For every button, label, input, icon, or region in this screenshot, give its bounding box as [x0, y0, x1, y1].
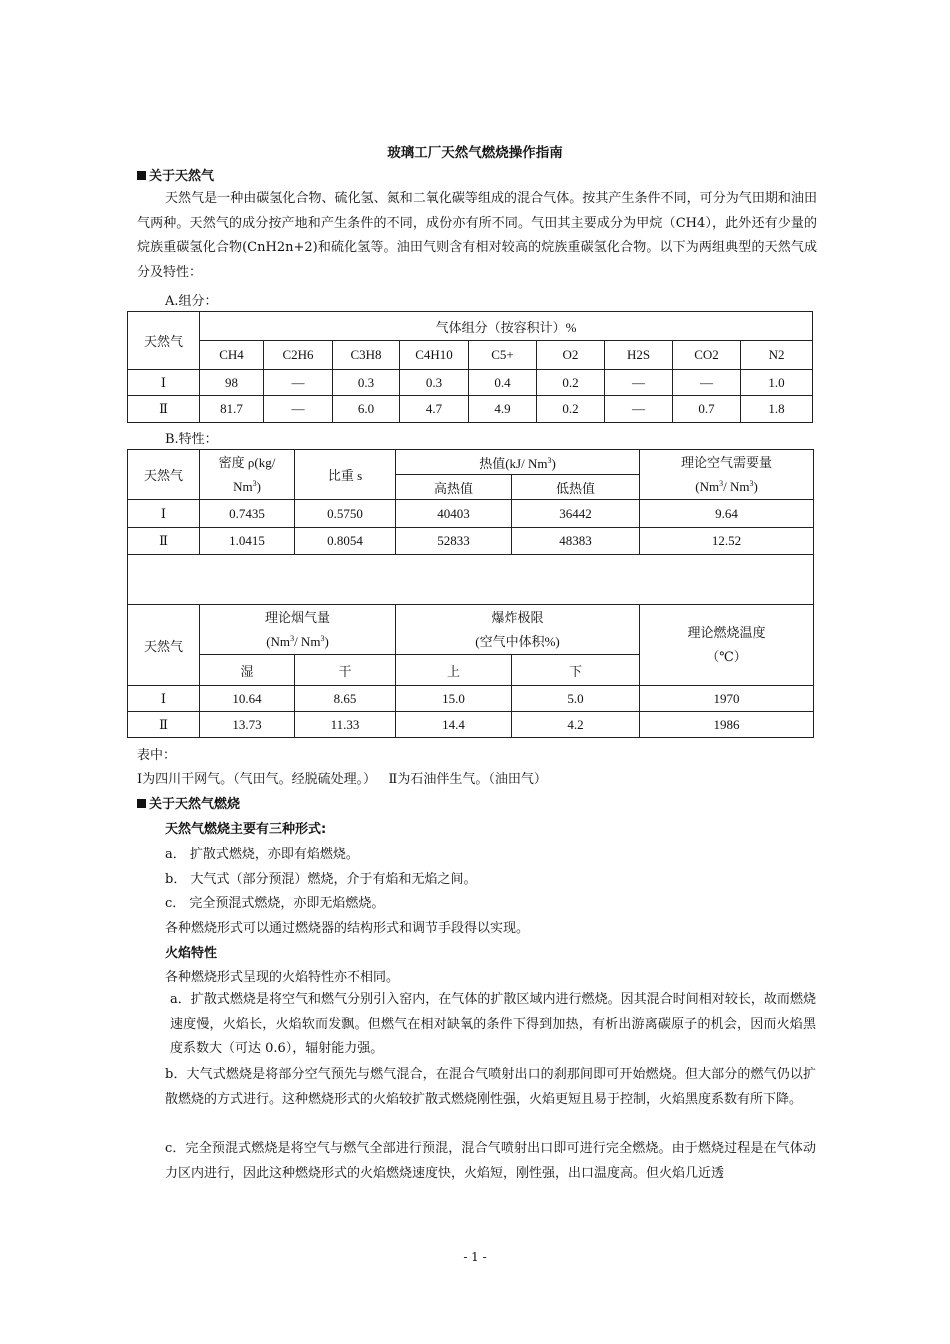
flame-paragraph-b: b．大气式燃烧是将部分空气预先与燃气混合，在混合气喷射出口的刹那间即可开始燃烧。但大部分的燃气仍以扩散燃烧的方式进行。这种燃烧形式的火焰较扩散式燃烧刚性强，火焰更短且易于控制，火焰黑度系数有所下降。: [165, 1067, 816, 1107]
row-label: Ⅰ: [128, 500, 200, 528]
heat-value-header: 热值(kJ/ Nm$^3$): [396, 450, 640, 475]
table-note: 表中：: [137, 748, 177, 763]
table-cell: 1.0415: [200, 528, 295, 555]
dry-header: 干: [295, 655, 396, 686]
table-cell: 11.33: [295, 712, 396, 738]
row-label: Ⅰ: [128, 370, 200, 396]
table-cell: 52833: [396, 528, 512, 555]
table-cell: 1.0: [741, 370, 813, 396]
square-bullet-icon: [137, 171, 146, 180]
table-cell: 1986: [640, 712, 814, 738]
table-row-header: 天然气: [128, 605, 200, 686]
table-cell: 36442: [512, 500, 640, 528]
table-row: [128, 370, 813, 396]
column-header: H2S: [605, 341, 673, 370]
table-cell: 40403: [396, 500, 512, 528]
table-cell: 0.3: [333, 370, 400, 396]
combustion-summary: 各种燃烧形式可以通过燃烧器的结构形式和调节手段得以实现。: [165, 921, 530, 936]
low-heat-header: 低热值: [512, 475, 640, 500]
intro-paragraph: 天然气是一种由碳氢化合物、硫化氢、氮和二氧化碳等组成的混合气体。按其产生条件不同，可分为气田期和油田气两种。天然气的成分按产地和产生条件的不同，成份亦有所不同。气田其主要成分为甲烷（CH4），此外还有少量的烷族重碳氢化合物(CnH2n+2)和硫化氢等。油田气则含有相对较高的烷族重碳氢化合物。以下为两组典型的天然气成分及特性：: [137, 191, 817, 280]
page-title: 玻璃工厂天然气燃烧操作指南: [387, 145, 563, 161]
empty-spacer-row: [128, 555, 814, 605]
table-cell: 0.8054: [295, 528, 396, 555]
theoretical-air-header: 理论空气需要量 (Nm$^3$/ Nm$^3$): [640, 450, 814, 500]
high-heat-header: 高热值: [396, 475, 512, 500]
table-row: [128, 500, 814, 528]
table-cell: 4.2: [512, 712, 640, 738]
flame-intro: 各种燃烧形式呈现的火焰特性亦不相同。: [165, 970, 400, 985]
table-cell: —: [673, 370, 741, 396]
row-label: Ⅱ: [128, 396, 200, 423]
column-header: CO2: [673, 341, 741, 370]
density-header: 密度 ρ(kg/ Nm$^3$): [200, 450, 295, 500]
table-row-header: 天然气: [128, 450, 200, 500]
table-cell: 9.64: [640, 500, 814, 528]
list-item: c． 完全预混式燃烧，亦即无焰燃烧。: [165, 896, 385, 911]
flame-paragraph-c: c．完全预混式燃烧是将空气与燃气全部进行预混，混合气喷射出口即可进行完全燃烧。由于燃烧过程是在气体动力区内进行，因此这种燃烧形式的火焰燃烧速度快，火焰短，刚性强，出口温度高。但火焰几近透: [165, 1141, 816, 1181]
specific-gravity-header: 比重 s: [295, 450, 396, 500]
table-group-header: 气体组分（按容积计）%: [200, 312, 813, 341]
table-cell: 10.64: [200, 686, 295, 712]
table-cell: 4.7: [400, 396, 469, 423]
table-cell: 1970: [640, 686, 814, 712]
table-cell: 4.9: [469, 396, 537, 423]
table-row: [128, 686, 814, 712]
explosion-limit-header: 爆炸极限 (空气中体积%): [396, 605, 640, 655]
combustion-forms-heading: 天然气燃烧主要有三种形式:: [165, 822, 327, 837]
table-cell: 14.4: [396, 712, 512, 738]
flue-gas-header: 理论烟气量 (Nm$^3$/ Nm$^3$): [200, 605, 396, 655]
table-cell: 81.7: [200, 396, 264, 423]
table-cell: 0.3: [400, 370, 469, 396]
row-label: Ⅱ: [128, 712, 200, 738]
wet-header: 湿: [200, 655, 295, 686]
column-header: C4H10: [400, 341, 469, 370]
page-number: - 1 -: [463, 1250, 487, 1264]
list-item: b． 大气式（部分预混）燃烧，介于有焰和无焰之间。: [165, 872, 477, 887]
table-row: [128, 712, 814, 738]
flame-paragraph-a: a．扩散式燃烧是将空气和燃气分别引入窑内，在气体的扩散区域内进行燃烧。因其混合时间相对较长，故而燃烧速度慢，火焰长，火焰软而发飘。但燃气在相对缺氧的条件下得到加热，有析出游离碳原子的机会，因而火焰黑度系数大（可达 0.6），辐射能力强。: [170, 992, 816, 1056]
table-cell: 0.7435: [200, 500, 295, 528]
table-cell: 0.2: [537, 396, 605, 423]
table-cell: 12.52: [640, 528, 814, 555]
table-cell: 15.0: [396, 686, 512, 712]
table-cell: 6.0: [333, 396, 400, 423]
column-header: C5+: [469, 341, 537, 370]
table-cell: —: [605, 396, 673, 423]
column-header: O2: [537, 341, 605, 370]
table-cell: 0.7: [673, 396, 741, 423]
column-header: C2H6: [264, 341, 333, 370]
composition-table: [127, 311, 813, 423]
table-cell: 13.73: [200, 712, 295, 738]
list-item: a． 扩散式燃烧，亦即有焰燃烧。: [165, 847, 359, 862]
label-composition: A.组分：: [165, 294, 218, 309]
table-cell: 8.65: [295, 686, 396, 712]
lower-header: 下: [512, 655, 640, 686]
combustion-temp-header: 理论燃烧温度 （℃）: [640, 605, 814, 686]
row-label: Ⅰ: [128, 686, 200, 712]
label-properties: B.特性：: [165, 432, 218, 447]
row-label: Ⅱ: [128, 528, 200, 555]
table-cell: 0.2: [537, 370, 605, 396]
column-header: CH4: [200, 341, 264, 370]
flame-characteristics-heading: 火焰特性: [165, 946, 218, 961]
table-cell: —: [264, 396, 333, 423]
table-row-header: 天然气: [128, 312, 200, 370]
table-cell: 1.8: [741, 396, 813, 423]
section-heading-natural-gas: 关于天然气: [137, 165, 214, 184]
table-cell: —: [605, 370, 673, 396]
square-bullet-icon: [137, 799, 146, 808]
table-cell: 98: [200, 370, 264, 396]
table-row: [128, 528, 814, 555]
properties-table: [127, 449, 814, 738]
table-cell: 0.4: [469, 370, 537, 396]
section-heading-combustion: 关于天然气燃烧: [137, 793, 240, 812]
column-header: N2: [741, 341, 813, 370]
table-cell: 0.5750: [295, 500, 396, 528]
table-row: [128, 396, 813, 423]
table-legend: Ⅰ为四川干网气。（气田气。经脱硫处理。） Ⅱ为石油伴生气。（油田气）: [137, 772, 547, 787]
column-header: C3H8: [333, 341, 400, 370]
table-cell: 48383: [512, 528, 640, 555]
upper-header: 上: [396, 655, 512, 686]
table-cell: 5.0: [512, 686, 640, 712]
table-cell: —: [264, 370, 333, 396]
